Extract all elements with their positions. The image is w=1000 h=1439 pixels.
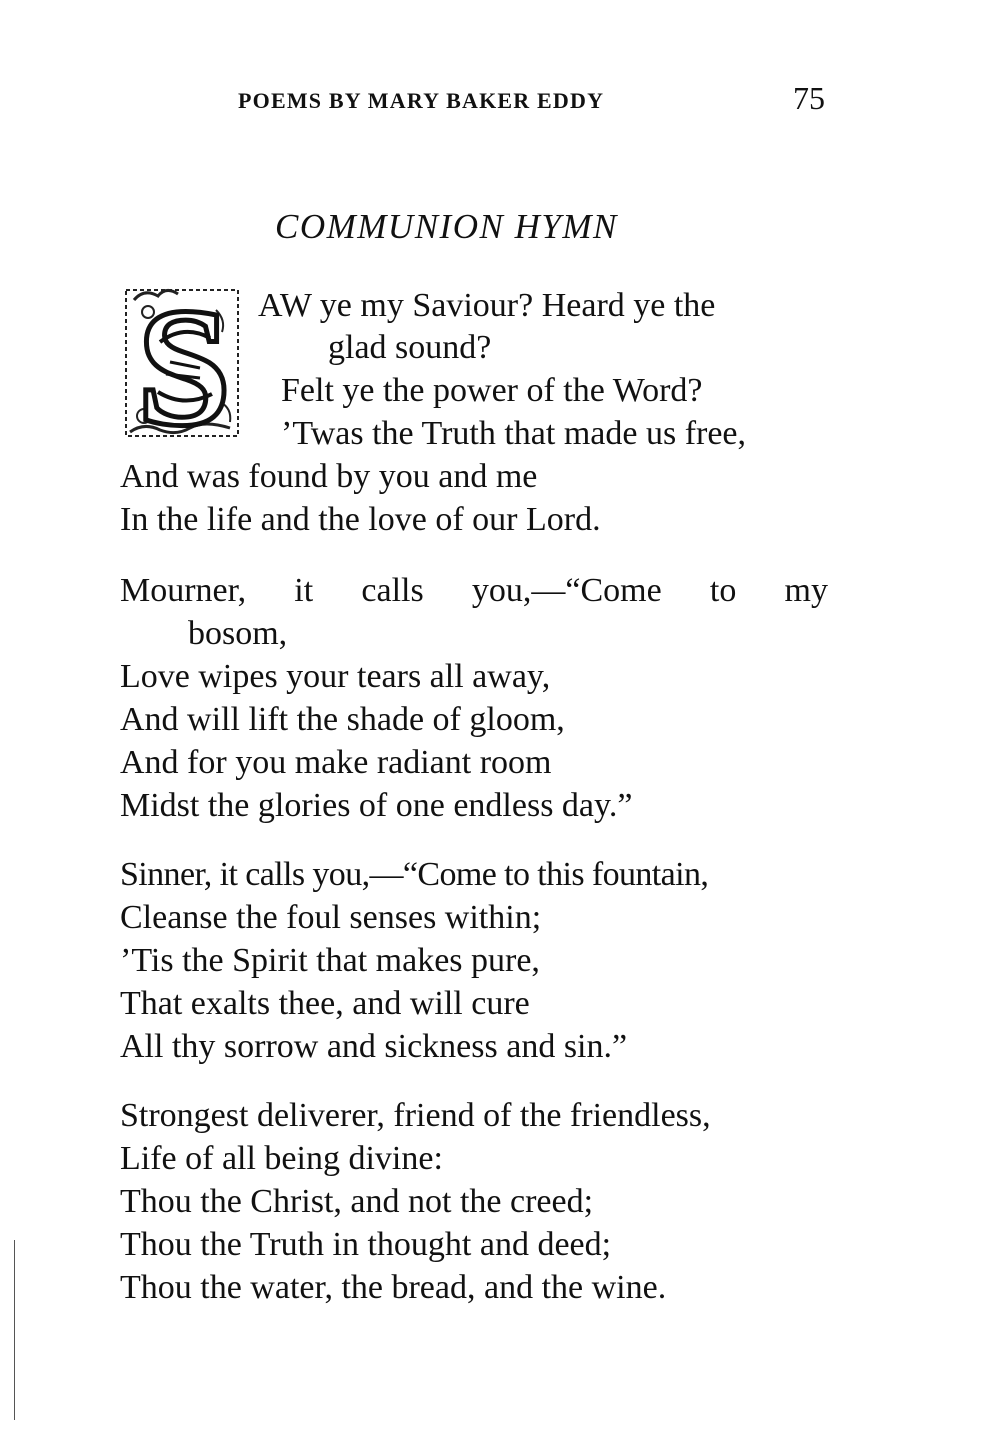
- stanza-line: [120, 574, 828, 608]
- word: calls: [361, 572, 424, 609]
- stanza-line: ’Twas the Truth that made us free,: [281, 415, 747, 452]
- stanza-line: All thy sorrow and sickness and sin.”: [120, 1028, 628, 1065]
- stanza-line: Thou the water, the bread, and the wine.: [120, 1269, 667, 1306]
- stanza-line: Strongest deliverer, friend of the friendless,: [120, 1097, 711, 1134]
- word: to: [709, 572, 737, 609]
- stanza-line: Cleanse the foul senses within;: [120, 899, 542, 936]
- drop-cap-ornament: [120, 282, 250, 442]
- poem-title: COMMUNION HYMN: [275, 207, 618, 246]
- stanza-line: glad sound?: [328, 329, 492, 366]
- stanza-line: ’Tis the Spirit that makes pure,: [120, 942, 540, 979]
- word: you,—“Come: [471, 572, 662, 609]
- page-number: 75: [793, 80, 825, 116]
- stanza-line: AW ye my Saviour? Heard ye the: [258, 287, 716, 324]
- stanza-line: And will lift the shade of gloom,: [120, 701, 565, 738]
- word: my: [784, 572, 828, 609]
- stanza-line: Thou the Christ, and not the creed;: [120, 1183, 594, 1220]
- stanza-line: Love wipes your tears all away,: [120, 658, 551, 695]
- word: Mourner,: [120, 572, 247, 609]
- stanza-line: And for you make radiant room: [120, 744, 552, 781]
- stanza-line: In the life and the love of our Lord.: [120, 501, 601, 538]
- stanza-line: Sinner, it calls you,—“Come to this fountain,: [120, 856, 709, 893]
- stanza-line: Midst the glories of one endless day.”: [120, 787, 633, 824]
- stanza-line: Thou the Truth in thought and deed;: [120, 1226, 612, 1263]
- stanza-line: Felt ye the power of the Word?: [281, 372, 703, 409]
- drop-cap-letter: S: [136, 282, 232, 442]
- scan-margin-line: [14, 1240, 15, 1420]
- word: it: [294, 572, 314, 609]
- stanza-line: That exalts thee, and will cure: [120, 985, 530, 1022]
- stanza-line: bosom,: [188, 615, 288, 652]
- stanza-line: And was found by you and me: [120, 458, 538, 495]
- stanza-line: Life of all being divine:: [120, 1140, 443, 1177]
- running-title: POEMS BY MARY BAKER EDDY: [238, 88, 605, 113]
